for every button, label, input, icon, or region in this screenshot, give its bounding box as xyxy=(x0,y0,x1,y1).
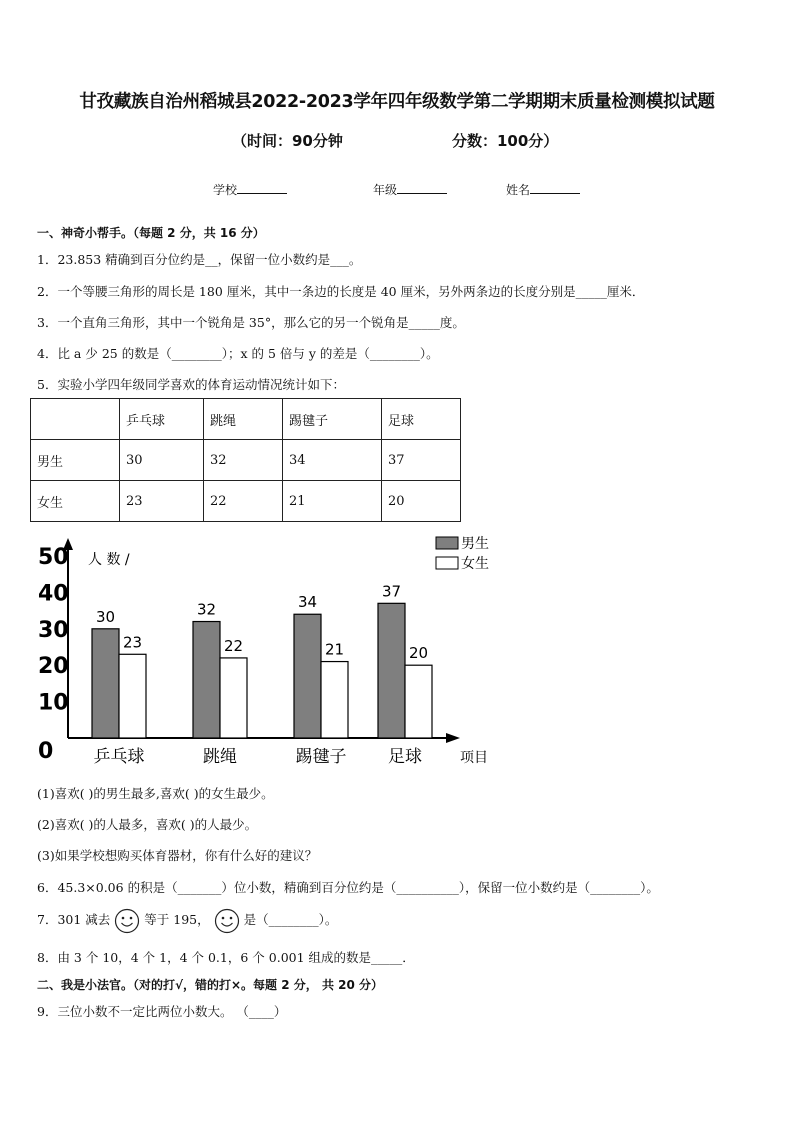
question-5: 5．实验小学四年级同学喜欢的体育运动情况统计如下： xyxy=(37,377,345,392)
legend-swatch xyxy=(436,557,458,569)
bar-value-label: 21 xyxy=(324,640,345,659)
table-header-cell: 跳绳 xyxy=(204,399,283,440)
section-2-heading: 二、我是小法官。（对的打√，错的打×。每题 2 分， 共 20 分） xyxy=(37,978,383,992)
name-label: 姓名 xyxy=(506,183,531,197)
bar xyxy=(321,662,348,738)
question-5-2: (2)喜欢( )的人最多，喜欢( )的人最少。 xyxy=(37,817,258,832)
table-cell: 20 xyxy=(382,481,461,522)
school-field xyxy=(213,181,287,198)
x-tick-label: 乒乓球 xyxy=(93,747,145,767)
bar xyxy=(220,658,247,738)
table-cell: 22 xyxy=(204,481,283,522)
table-cell: 23 xyxy=(120,481,204,522)
question-7-part-b: 等于 195， xyxy=(144,912,210,927)
bar-value-label: 30 xyxy=(95,607,116,626)
smiley-face-icon xyxy=(214,908,240,934)
bar xyxy=(119,654,146,738)
question-5-1: (1)喜欢( )的男生最多,喜欢( )的女生最少。 xyxy=(37,786,274,801)
section-1-heading: 一、神奇小帮手。（每题 2 分，共 16 分） xyxy=(37,226,265,240)
table-row xyxy=(31,481,461,522)
table-cell: 21 xyxy=(283,481,382,522)
school-label: 学校 xyxy=(213,183,238,197)
smiley-face-icon xyxy=(114,908,140,934)
bar xyxy=(405,665,432,738)
stats-table xyxy=(30,398,461,522)
table-header-cell xyxy=(31,399,120,440)
x-tick-label: 跳绳 xyxy=(203,747,237,767)
legend-swatch xyxy=(436,537,458,549)
bar xyxy=(378,603,405,738)
table-cell: 32 xyxy=(204,440,283,481)
question-7-part-c: 是（________）。 xyxy=(243,912,338,927)
bar xyxy=(294,614,321,738)
x-axis-label: 项目 xyxy=(460,750,488,766)
table-row xyxy=(31,440,461,481)
name-blank[interactable] xyxy=(530,181,580,194)
question-9: 9．三位小数不一定比两位小数大。 （____） xyxy=(37,1004,287,1019)
question-2: 2．一个等腰三角形的周长是 180 厘米，其中一条边的长度是 40 厘米，另外两条边的长度分别是_____厘米． xyxy=(37,284,645,299)
bar-chart xyxy=(30,532,500,772)
table-cell: 34 xyxy=(283,440,382,481)
y-axis-label: 人 数 / xyxy=(88,552,130,568)
school-blank[interactable] xyxy=(237,181,287,194)
grade-field xyxy=(373,181,447,198)
bar xyxy=(193,622,220,738)
grade-blank[interactable] xyxy=(397,181,447,194)
x-tick-label: 踢毽子 xyxy=(295,747,347,767)
bar-value-label: 23 xyxy=(122,633,143,652)
question-3: 3．一个直角三角形，其中一个锐角是 35°，那么它的另一个锐角是_____度。 xyxy=(37,315,465,330)
question-7 xyxy=(37,906,337,934)
question-7-part-a: 7．301 减去 xyxy=(37,912,111,927)
legend-label: 男生 xyxy=(461,536,489,552)
name-field xyxy=(506,181,580,198)
table-cell: 男生 xyxy=(31,440,120,481)
y-tick-label: 50 xyxy=(38,545,69,570)
table-cell: 女生 xyxy=(31,481,120,522)
bar-value-label: 22 xyxy=(223,636,244,655)
table-header-row xyxy=(31,399,461,440)
grade-label: 年级 xyxy=(373,183,398,197)
bar xyxy=(92,629,119,738)
question-6: 6．45.3×0.06 的积是（_______）位小数，精确到百分位约是（__________），保留一位小数约是（________）。 xyxy=(37,880,659,895)
y-tick-label: 0 xyxy=(38,739,54,764)
bar-value-label: 34 xyxy=(297,593,318,612)
y-tick-label: 40 xyxy=(38,581,69,607)
question-5-3: (3)如果学校想购买体育器材，你有什么好的建议？ xyxy=(37,848,318,863)
exam-time: （时间：90分钟 xyxy=(232,132,343,150)
y-tick-label: 30 xyxy=(38,617,69,643)
bar-value-label: 20 xyxy=(408,644,429,663)
table-header-cell: 踢毽子 xyxy=(283,399,382,440)
table-cell: 37 xyxy=(382,440,461,481)
y-tick-label: 20 xyxy=(38,654,69,680)
bar-value-label: 37 xyxy=(381,582,402,601)
x-tick-label: 足球 xyxy=(388,747,422,767)
question-4: 4．比 a 少 25 的数是（________）；x 的 5 倍与 y 的差是（________）。 xyxy=(37,346,439,361)
y-tick-label: 10 xyxy=(38,690,69,716)
legend-label: 女生 xyxy=(461,556,489,572)
table-cell: 30 xyxy=(120,440,204,481)
table-header-cell: 乒乓球 xyxy=(120,399,204,440)
question-8: 8．由 3 个 10，4 个 1，4 个 0.1，6 个 0.001 组成的数是_____． xyxy=(37,950,415,965)
page-title: 甘孜藏族自治州稻城县2022-2023学年四年级数学第二学期期末质量检测模拟试题 xyxy=(79,92,715,112)
table-header-cell: 足球 xyxy=(382,399,461,440)
exam-score: 分数：100分） xyxy=(452,132,559,150)
x-axis-arrow xyxy=(446,733,460,743)
bar-value-label: 32 xyxy=(196,600,217,619)
question-1: 1．23.853 精确到百分位约是__，保留一位小数约是___。 xyxy=(37,252,362,267)
